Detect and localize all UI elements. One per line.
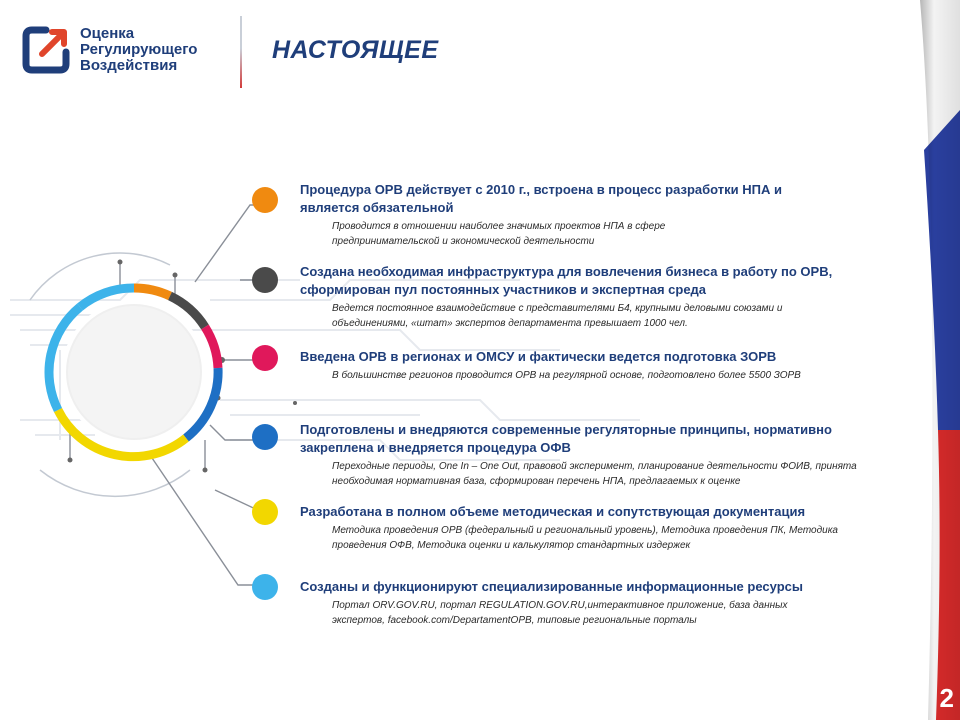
list-item-6	[300, 578, 880, 628]
item-dot-6	[252, 574, 278, 600]
logo-line-2: Регулирующего	[80, 41, 198, 58]
item-description: Переходные периоды, One In – One Out, правовой эксперимент, планирование деятельности ФОИВ, принята необходимая нормативная база, сформирован перечень НПА, предлагаемых к оценке	[332, 461, 857, 487]
item-title: Введена ОРВ в регионах и ОМСУ и фактически ведется подготовка ЗОРВ	[300, 349, 777, 364]
item-description: Портал ORV.GOV.RU, портал REGULATION.GOV.RU,интерактивное приложение, база данных экспертов, facebook.com/DepartamentOPB, типовые региональные порталы	[332, 600, 788, 626]
item-title: Создана необходимая инфраструктура для вовлечения бизнеса в работу по ОРВ, сформирован пул постоянных участников и экспертная среда	[300, 264, 833, 297]
logo-line-1: Оценка	[80, 25, 135, 42]
item-dot-3	[252, 345, 278, 371]
item-title: Процедура ОРВ действует с 2010 г., встроена в процесс разработки НПА и является обязательной	[300, 182, 782, 215]
list-item-5	[300, 503, 880, 553]
item-dot-2	[252, 267, 278, 293]
item-description: В большинстве регионов проводится ОРВ на регулярной основе, подготовлено более 5500 ЗОРВ	[332, 370, 801, 381]
page-number: 2	[939, 683, 954, 713]
item-title: Подготовлены и внедряются современные регуляторные принципы, нормативно закреплена и внедряется процедура ОФВ	[300, 422, 832, 455]
item-title: Разработана в полном объеме методическая и сопутствующая документация	[300, 504, 806, 519]
list-item-1	[300, 181, 880, 249]
item-title: Созданы и функционируют специализированные информационные ресурсы	[300, 579, 803, 594]
item-description: Методика проведения ОРВ (федеральный и региональный уровень), Методика проведения ПК, Методика проведения ОФВ, Методика оценки и калькулятор стандартных издержек	[332, 525, 838, 551]
russian-flag-strip	[912, 0, 960, 720]
item-dot-4	[252, 424, 278, 450]
item-description: Ведется постоянное взаимодействие с представителями Б4, крупными деловыми союзами и объединениями, «штат» экспертов департамента превышает 1000 чел.	[332, 303, 783, 329]
logo	[22, 26, 232, 78]
list-item-3	[300, 348, 880, 383]
logo-line-3: Воздействия	[80, 57, 178, 74]
item-dot-1	[252, 187, 278, 213]
header-divider	[240, 16, 242, 88]
item-dots	[252, 187, 278, 600]
page-title: НАСТОЯЩЕЕ	[272, 36, 439, 64]
list-item-2	[300, 263, 880, 331]
logo-text	[80, 26, 197, 74]
list-item-4	[300, 421, 880, 489]
item-dot-5	[252, 499, 278, 525]
orv-logo-icon	[22, 26, 70, 74]
item-description: Проводится в отношении наиболее значимых проектов НПА в сфере предпринимательской и экономической деятельности	[332, 221, 666, 247]
